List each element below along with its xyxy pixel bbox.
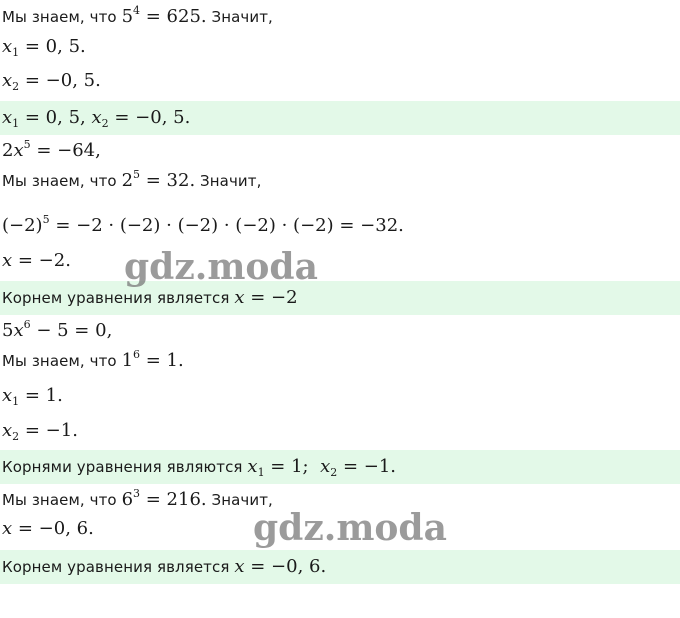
math-expression: 5 [2, 320, 14, 341]
math-expression: $_1$ = 0, 5, [12, 107, 92, 130]
math-expression: = −2 [244, 287, 298, 308]
line-6 [0, 166, 680, 196]
math-expression: = −2. [12, 250, 71, 271]
math-expression: x [2, 36, 13, 57]
math-expression: $2^5 = 32$. [121, 168, 196, 191]
line-text: Мы знаем, что [2, 491, 122, 509]
answer-line-2 [0, 281, 680, 315]
line-2 [0, 32, 680, 62]
math-expression: x [2, 518, 13, 539]
line-text: Мы знаем, что [2, 352, 122, 370]
watermark-logo: gdz.moda [124, 246, 318, 288]
math-expression: x [320, 456, 331, 477]
math-expression: $5^4 = 625$. [121, 4, 207, 27]
line-5 [0, 136, 680, 166]
line-1 [0, 2, 680, 32]
line-11 [0, 346, 680, 376]
line-text: Корнем уравнения является [2, 289, 235, 307]
line-text: Значит, [195, 172, 262, 190]
math-expression: $1^6 = 1$. [121, 348, 184, 371]
math-expression: x [234, 556, 245, 577]
math-expression: $_1$ = 1. [12, 385, 63, 408]
math-expression: = −0, 6. [12, 518, 94, 539]
math-expression: x [2, 385, 13, 406]
math-expression: $(-2)^5 = -2 \cdot (-2) \cdot (-2) \cdot (-2) \cdot (-2) = -32$. [2, 213, 404, 236]
math-expression: x [13, 320, 24, 341]
math-expression: x [13, 140, 24, 161]
math-expression: $^6$ − 5 = 0, [23, 318, 113, 341]
math-expression: $_2$ = −1. [330, 456, 396, 479]
line-text: Мы знаем, что [2, 8, 122, 26]
answer-line-4 [0, 550, 680, 584]
math-expression: x [2, 107, 13, 128]
answer-line-3 [0, 450, 680, 484]
math-expression: x [2, 420, 13, 441]
math-expression: $^5$ = −64, [23, 138, 101, 161]
line-13 [0, 416, 680, 446]
line-3 [0, 66, 680, 96]
watermark-logo: gdz.moda [253, 507, 447, 549]
line-text: Корнем уравнения является [2, 558, 235, 576]
line-7 [0, 211, 680, 241]
line-12 [0, 381, 680, 411]
math-expression: = −0, 6. [244, 556, 327, 577]
math-expression: x [247, 456, 258, 477]
math-expression: x [2, 250, 13, 271]
math-expression: $6^3 = 216$. [121, 487, 207, 510]
line-text: Мы знаем, что [2, 172, 122, 190]
line-text: Значит, [206, 491, 273, 509]
math-expression: x [234, 287, 245, 308]
math-expression: $_2$ = −0, 5. [12, 70, 101, 93]
math-expression: $_1$ = 0, 5. [12, 36, 86, 59]
answer-line-1 [0, 101, 680, 135]
math-expression: x [2, 70, 13, 91]
math-expression: $_1$ = 1; [257, 456, 321, 479]
line-10 [0, 316, 680, 346]
line-text: Значит, [206, 8, 273, 26]
line-8 [0, 246, 680, 276]
math-expression: 2 [2, 140, 14, 161]
line-text: Корнями уравнения являются [2, 458, 248, 476]
math-expression: $_2$ = −1. [12, 420, 78, 443]
math-expression: x [91, 107, 102, 128]
math-expression: $_2$ = −0, 5. [101, 107, 191, 130]
